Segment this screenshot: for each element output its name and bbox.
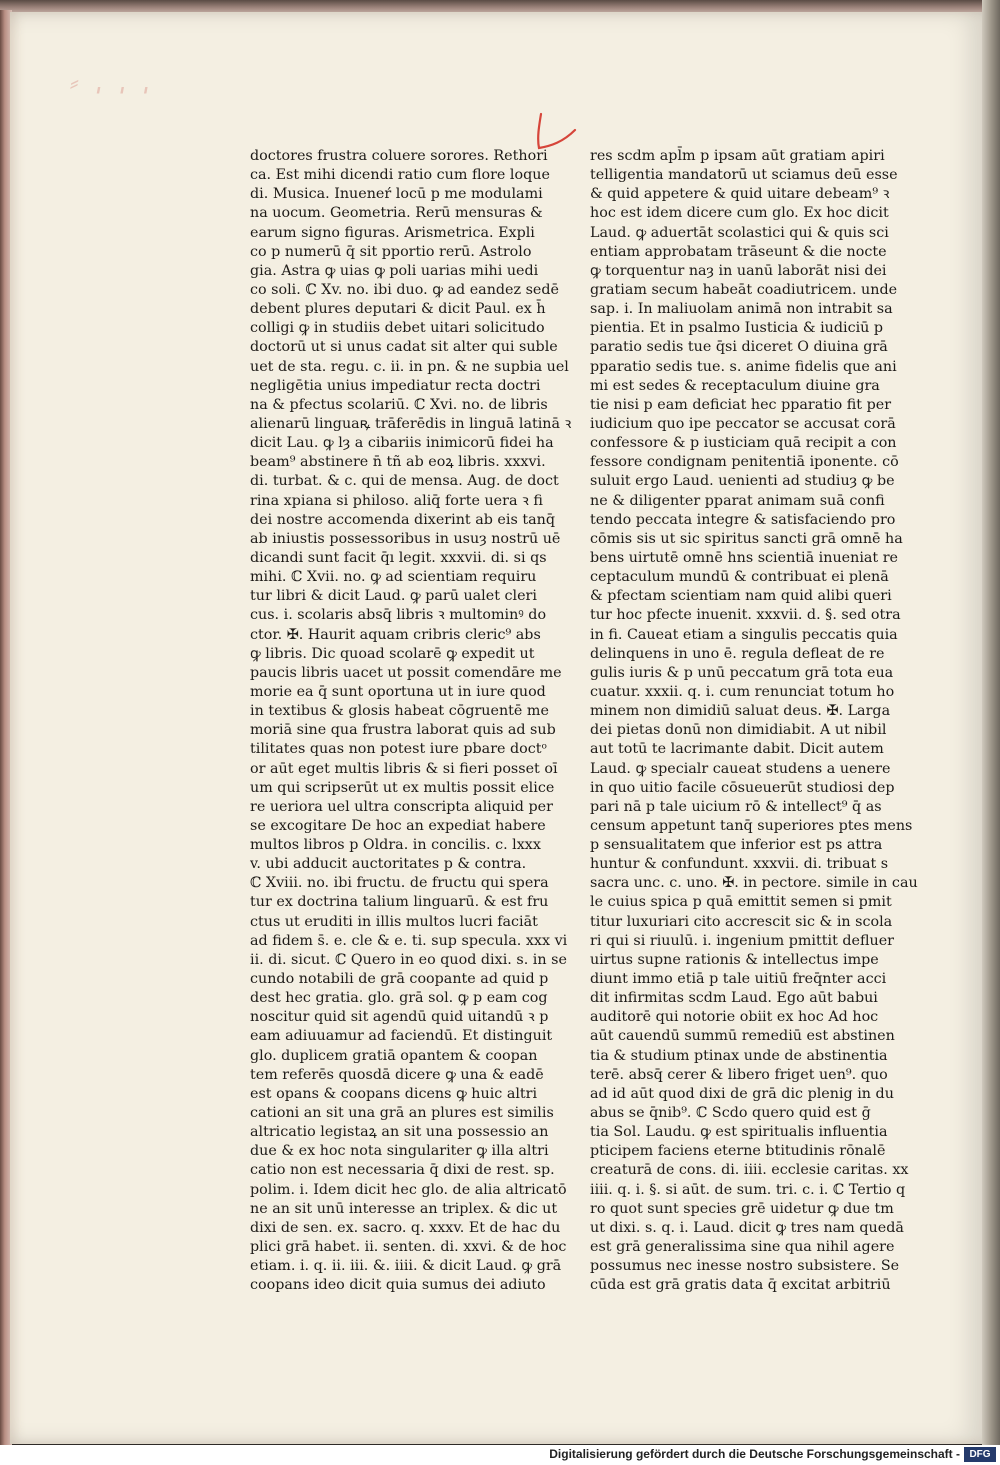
text-line: uirtus supne rationis & intellectus impe (590, 951, 879, 968)
text-line: paucis libris uacet ut possit comendāre me (250, 664, 562, 681)
text-line: dei nostre accomenda dixerint ab eis tanq̄ (250, 511, 555, 528)
text-line: confessore & p iusticiam quā recipit a con (590, 435, 897, 452)
text-line: doctorū ut si unus cadat sit alter qui suble (250, 339, 558, 356)
text-line: um qui scripserūt ut ex multis possit elice (250, 779, 555, 796)
text-line: re ueriora uel ultra conscripta aliquid per (250, 798, 553, 815)
text-line: ctor. ✠. Haurit aquam cribris cleric⁹ abs (250, 626, 541, 643)
text-line: ꝙ libris. Dic quoad scolarē ꝙ expedit ut (250, 645, 535, 662)
text-line: gratiam secum habeāt coadiutricem. unde (590, 281, 898, 298)
text-line: delinquens in uno ē. regula defleat de re (590, 645, 885, 662)
text-line: aūt cauendū summū remediū est abstinen (590, 1028, 895, 1045)
text-line: tia Sol. Laudu. ꝙ est spiritualis influentia (590, 1124, 888, 1141)
text-line: dest hec gratia. glo. grā sol. ꝙ p eam cog (250, 990, 548, 1007)
text-line: co p numerū q̄ sit pportio rerū. Astrolo (250, 243, 532, 260)
text-line: huntur & confundunt. xxxvii. di. tribuat s (590, 856, 889, 873)
text-line: diunt immo etiā p tale uitiū freq̄nter acci (590, 971, 887, 988)
text-line: Laud. ꝙ specialr caueat studens a uenere (590, 760, 891, 777)
text-line: cationi an sit una grā an plures est similis (250, 1105, 554, 1122)
text-line: entiam approbatam trāseunt & die nocte (590, 243, 887, 260)
text-line: co soli. ℂ Xv. no. ibi duo. ꝙ ad eandez sedē (250, 281, 560, 298)
text-line: dixi de sen. ex. sacro. q. xxxv. Et de hac du (250, 1219, 561, 1236)
book-right-edge (982, 0, 1000, 1445)
text-line: abus se q̄nib⁹. ℂ Scdo quero quid est ḡ (590, 1105, 871, 1122)
text-line: di. turbat. & c. qui de mensa. Aug. de doct (250, 473, 559, 490)
text-line: ca. Est mihi dicendi ratio cum flore loque (250, 167, 550, 184)
text-line: altricatio legistaꝝ an sit una possessio an (250, 1124, 549, 1141)
text-line: cus. i. scolaris absq̄ libris ꝛ multominꝰ do (250, 607, 547, 624)
text-line: noscitur quid sit agendū quid uitandū ꝛ p (250, 1009, 549, 1026)
text-line: sacra unc. c. uno. ✠. in pectore. simile in cau (590, 875, 918, 892)
text-line: moriā sine qua frustra laborat quis ad sub (250, 722, 556, 739)
footer-bar (0, 1445, 1000, 1465)
text-line: alienarū linguaꝶ trāferēdis in linguā latinā ꝛ (250, 415, 572, 432)
text-line: dicandi sunt facit q̄ı legit. xxxvii. di. si qs (250, 549, 547, 566)
text-line: due & ex hoc nota singulariter ꝙ illa altri (250, 1143, 549, 1160)
text-line: catio non est necessaria q̄ dixi de rest. sp. (250, 1162, 555, 1179)
text-line: ceptaculum mundū & contribuat ei plenā (590, 569, 889, 586)
text-line: gulis iuris & p unū peccatum grā tota eua (590, 664, 894, 681)
text-line: ꝙ torquentur naȝ in uanū laborāt nisi dei (590, 262, 887, 279)
text-line: Laud. ꝙ aduertāt scolastici qui & quis sci (590, 224, 889, 241)
text-line: coopans ideo dicit quia sumus dei adiuto (250, 1277, 546, 1294)
text-line: polim. i. Idem dicit hec glo. de alia altricatō (250, 1181, 567, 1198)
text-line: le cuius spica p quā emittit semen si pmit (590, 894, 892, 911)
text-line: iiii. q. i. §. si aūt. de sum. tri. c. i. ℂ Tertio q (590, 1181, 906, 1198)
text-line: res scdm apl̄m p ipsam aūt gratiam apiri (590, 148, 885, 164)
text-line: hoc est idem dicere cum glo. Ex hoc dicit (590, 205, 889, 222)
text-line: na uocum. Geometria. Rerū mensuras & (250, 205, 543, 222)
text-line: se excogitare De hoc an expediat habere (250, 817, 546, 834)
text-line: ro quot sunt species grē uidetur ꝙ due tm (590, 1200, 894, 1217)
text-line: earum signo figuras. Arismetrica. Expli (250, 224, 535, 241)
text-line: tia & studium ptinax unde de abstinentia (590, 1047, 888, 1064)
text-line: telligentia mandatorū ut sciamus deū esse (590, 167, 898, 184)
text-line: ctus ut eruditi in illis multos lucri faciāt (250, 913, 538, 930)
text-line: negligētia unius impediatur recta doctri (250, 377, 541, 394)
text-line: pticipem faciens eterne btitudinis rōnalē (590, 1143, 886, 1160)
text-line: tie nisi p eam deficiat hec pparatio fit per (590, 396, 892, 413)
text-line: cōmis sis ut sic spiritus sancti grā omnē ha (590, 530, 903, 547)
text-line: plici grā habet. ii. senten. di. xxvi. & de hoc (250, 1239, 567, 1256)
text-line: sap. i. In maliuolam animā non intrabit sa (590, 301, 893, 318)
text-line: na & pfectus scolariū. ℂ Xvi. no. de libris (250, 396, 548, 413)
text-line: ri qui si riuulū. i. ingenium pmittit defluer (590, 932, 895, 949)
text-line: dei pietas donū non dimidiabit. A ut nibil (590, 722, 887, 739)
text-line: glo. duplicem gratiā opantem & coopan (250, 1047, 538, 1064)
text-line: beam⁹ abstinere n̄ tñ ab eoꝝ libris. xxxvi. (250, 454, 546, 471)
text-line: fessore condignam penitentiā iponente. cō (590, 454, 899, 471)
text-line: mi est sedes & receptaculum diuine gra (590, 377, 880, 394)
text-line: dit infirmitas scdm Laud. Ego aūt babui (590, 990, 878, 1007)
text-line: cundo notabili de grā coopante ad quid p (250, 971, 549, 988)
text-line: rina xpiana si philoso. aliq̄ forte uera ꝛ fi (250, 492, 543, 509)
text-line: ad fidem s̄. e. cle & e. ti. sup specula. xxx vi (250, 932, 568, 949)
text-line: aut totū te lacrimante dabit. Dicit autem (590, 741, 884, 758)
text-line: est grā generalissima sine qua nihil agere (590, 1239, 895, 1256)
text-line: possumus nec inesse nostro subsistere. Se (590, 1258, 900, 1275)
text-line: cuatur. xxxii. q. i. cum renunciat totum ho (590, 683, 895, 700)
faint-ink-mark: ⸗ ˌ ˌ ˌ (70, 68, 154, 98)
text-line: tur ex doctrina talium linguarū. & est fru (250, 894, 549, 911)
text-line: v. ubi adducit auctoritates p & contra. (250, 856, 527, 873)
left-text-column (250, 147, 572, 1295)
text-line: & pfectam scientiam nam quid alibi queri (590, 588, 892, 605)
text-line: uet de sta. regu. c. ii. in pn. & ne supbia uel (250, 358, 569, 375)
footer-credit-text: Digitalisierung gefördert durch die Deutsche Forschungsgemeinschaft - (549, 1447, 960, 1461)
text-line: titur luxuriari cito accrescit sic & in scola (590, 913, 893, 930)
text-line: suluit ergo Laud. uenienti ad studiuȝ ꝙ be (590, 473, 895, 490)
text-line: multos libros p Oldra. in concilis. c. lxxx (250, 837, 541, 854)
text-line: doctores frustra coluere sorores. Rethori (250, 148, 548, 164)
text-line: censum appetunt tanq̄ superiores ptes mens (590, 817, 913, 834)
text-line: ℂ Xviii. no. ibi fructu. de fructu qui spera (250, 875, 549, 892)
text-line: in quo uitio facile cōsueuerūt studiosi dep (590, 779, 895, 796)
text-line: pientia. Et in psalmo Iusticia & iudiciū p (590, 320, 884, 337)
text-line: dicit Lau. ꝙ lȝ a cibariis inimicorū fidei ha (250, 435, 554, 452)
text-line: or aūt eget multis libris & si fieri posset oī (250, 760, 558, 777)
text-line: di. Musica. Inueneŕ locū p me modulami (250, 186, 543, 203)
text-line: tem referēs quosdā dicere ꝙ una & eadē (250, 1066, 544, 1083)
text-line: minem non dimidiū saluat deus. ✠. Larga (590, 703, 891, 720)
dfg-logo: DFG (964, 1447, 996, 1462)
text-line: est opans & coopans dicens ꝙ huic altri (250, 1085, 538, 1102)
text-line: gia. Astra ꝙ uias ꝙ poli uarias mihi uedi (250, 262, 539, 279)
text-line: tendo peccata integre & satisfaciendo pro (590, 511, 896, 528)
text-line: cūda est grā gratis data q̄ excitat arbitriū (590, 1277, 891, 1294)
text-line: debent plures deputari & dicit Paul. ex h̄ (250, 301, 546, 318)
text-line: ut dixi. s. q. i. Laud. dicit ꝙ tres nam quedā (590, 1219, 904, 1236)
text-line: ad id aūt quod dixi de grā dic plenig in du (590, 1085, 894, 1102)
text-line: iudicium quo ipe peccator se accusat corā (590, 415, 896, 432)
text-line: & quid appetere & quid uitare debeam⁹ ꝛ (590, 186, 890, 203)
text-line: pparatio sedis tue. s. anime fidelis que ani (590, 358, 897, 375)
text-line: colligi ꝙ in studiis debet uitari solicitudo (250, 320, 545, 337)
text-line: in textibus & glosis habeat cōgruentē me (250, 703, 549, 720)
text-line: tur hoc pfecte inuenit. xxxvii. d. §. sed otra (590, 607, 901, 624)
text-line: ab iniustis possessoribus in usuȝ nostrū uē (250, 530, 561, 547)
text-line: ii. di. sicut. ℂ Quero in eo quod dixi. s. in se (250, 951, 567, 968)
text-line: tur libri & dicit Laud. ꝙ parū ualet cleri (250, 588, 537, 605)
text-line: morie ea q̄ sunt oportuna ut in iure quod (250, 683, 546, 700)
text-line: pari nā p tale uicium rō & intellect⁹ q̄ as (590, 798, 882, 815)
text-line: mihi. ℂ Xvii. no. ꝙ ad scientiam requiru (250, 569, 537, 586)
right-text-column (590, 147, 918, 1295)
text-line: eam adiuuamur ad faciendū. Et distinguit (250, 1028, 553, 1045)
text-line: tilitates quas non potest iure pbare doctᵒ (250, 741, 548, 758)
text-line: ne & diligenter pparat animam suā confi (590, 492, 885, 509)
text-line: bens uirtutē omnē hns scientiā inueniat re (590, 549, 899, 566)
text-line: p sensualitatem que inferior est ps attra (590, 837, 883, 854)
text-line: ne an sit unū interesse an triplex. & dic ut (250, 1200, 558, 1217)
text-line: paratio sedis tue q̄si diceret O diuina grā (590, 339, 888, 356)
text-line: etiam. i̇. q. ii. iii. &. iiii. & dicit Laud. ꝙ grā (250, 1258, 562, 1275)
text-line: in fi. Caueat etiam a singulis peccatis quia (590, 626, 898, 643)
text-line: terē. absq̄ cerer & libero friget uen⁹. quo (590, 1066, 888, 1083)
text-line: auditorē qui notorie obiit ex hoc Ad hoc (590, 1009, 879, 1026)
text-line: creaturā de cons. di. iiii. ecclesie caritas. xx (590, 1162, 909, 1179)
